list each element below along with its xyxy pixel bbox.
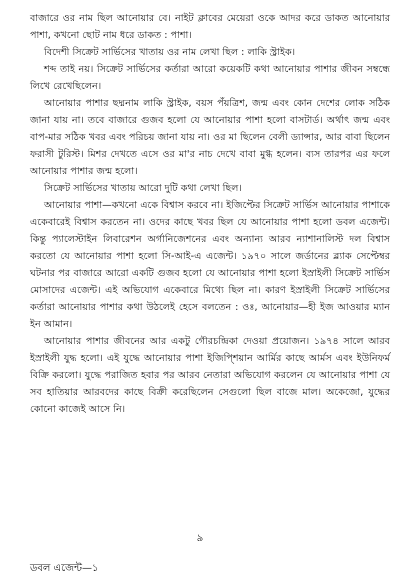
page-number: ৯ bbox=[196, 533, 204, 544]
paragraph: বাজারে ওর নাম ছিল আনোয়ার বে। নাইট ক্লাবের মেয়েরা ওকে আদর করে ডাকত আনোয়ার পাশা, কখনো ছোট নাম ধরে ডাকত : পাশা। bbox=[30, 13, 390, 41]
paragraph: আনোয়ার পাশার ছদ্মনাম লাকি স্ট্রাইক, বয়স পঁয়ত্রিশ, জন্ম এবং কোন দেশের লোক সঠিক জানা যায় না। তবে বাজারে গুজব হলো যে আনোয়ার পাশা হলো বাসটার্ড। অর্থাৎ জন্ম এবং বাপ-মার সঠিক খবর এবং পরিচয় জানা যায় না। ওর মা ছিলেন বেলী ড্যান্সার, আর বাবা ছিলেন ফরাসী টুরিস্ট। মিশর দেখতে এসে ওর মা'র নাচ দেখে বাবা মুগ্ধ হলেন। ব্যস তারপর এর ফলে আনোয়ার পাশার জন্ম হলো। bbox=[30, 98, 390, 177]
paragraph: আনোয়ার পাশার জীবনের আর একটু গৌরচন্দ্রিকা দেওয়া প্রয়োজন। ১৯৭৪ সালে আরব ইস্রাইলী যুদ্ধ হলো। এই যুদ্ধে আনোয়ার পাশা ইজিপ্শিয়ান আর্মির কাছে আর্মস এবং ইউনিফর্ম বিক্রি করলো। যুদ্ধে পরাজিত হবার পর আরব নেতারা অভিযোগ করলেন যে আনোয়ার পাশা যে সব হাতিয়ার আরবদের কাছে বিক্রী করেছিলেন সেগুলো ছিল বাজে মাল। অকেজো, যুদ্ধের কোনো কাজেই আসে নি। bbox=[30, 336, 390, 415]
running-footer: ডবল এজেন্ট—১ bbox=[30, 563, 99, 574]
paragraph: সিক্রেট সার্ভিসের খাতায় আরো দুটি কথা লেখা ছিল। bbox=[44, 183, 242, 194]
paragraph: বিদেশী সিক্রেট সার্ভিসের খাতায় ওর নাম লেখা ছিল : লাকি স্ট্রাইক। bbox=[44, 47, 296, 58]
paragraph: শব্দ তাই নয়। সিক্রেট সার্ভিসের কর্তারা আরো কয়েকটি কথা আনোয়ার পাশার জীবন সম্বন্ধে লিখে রেখেছিলেন। bbox=[30, 64, 390, 92]
paragraph: আনোয়ার পাশা—কখনো একে বিশ্বাস করবে না। ইজিপ্টের সিক্রেট সার্ভিস আনোয়ার পাশাকে একেবারেই বিশ্বাস করতেন না। ওদের কাছে খবর ছিল যে আনোয়ার পাশা হলো ডবল এজেন্ট। কিন্তু প্যালেস্টাইন লিবারেশন অর্গানিজেশনের এবং অন্যান্য আরব ন্যাশানালিস্ট দল বিশ্বাস করতো যে আনোয়ার পাশা হলো সি-আই-এ এজেন্ট। ১৯৭০ সালে জর্ডানের ব্ল্যাক সেপ্টেম্বর ঘটনার পর বাজারে আরো একটি গুজব হলো যে আনোয়ার পাশা হলো ইস্রাইলী সিক্রেট সার্ভিস মোসাদের এজেন্ট। এই অভিযোগ একেবারে মিথ্যে ছিল না। কারণ ইস্রাইলী সিক্রেট সার্ভিসের কর্তারা আনোয়ার পাশার কথা উঠলেই হেসে বলতেন : ওঃ, আনোয়ার—হী ইজ আওয়ার ম্যান ইন আমান। bbox=[30, 200, 390, 330]
body-text bbox=[30, 10, 390, 418]
